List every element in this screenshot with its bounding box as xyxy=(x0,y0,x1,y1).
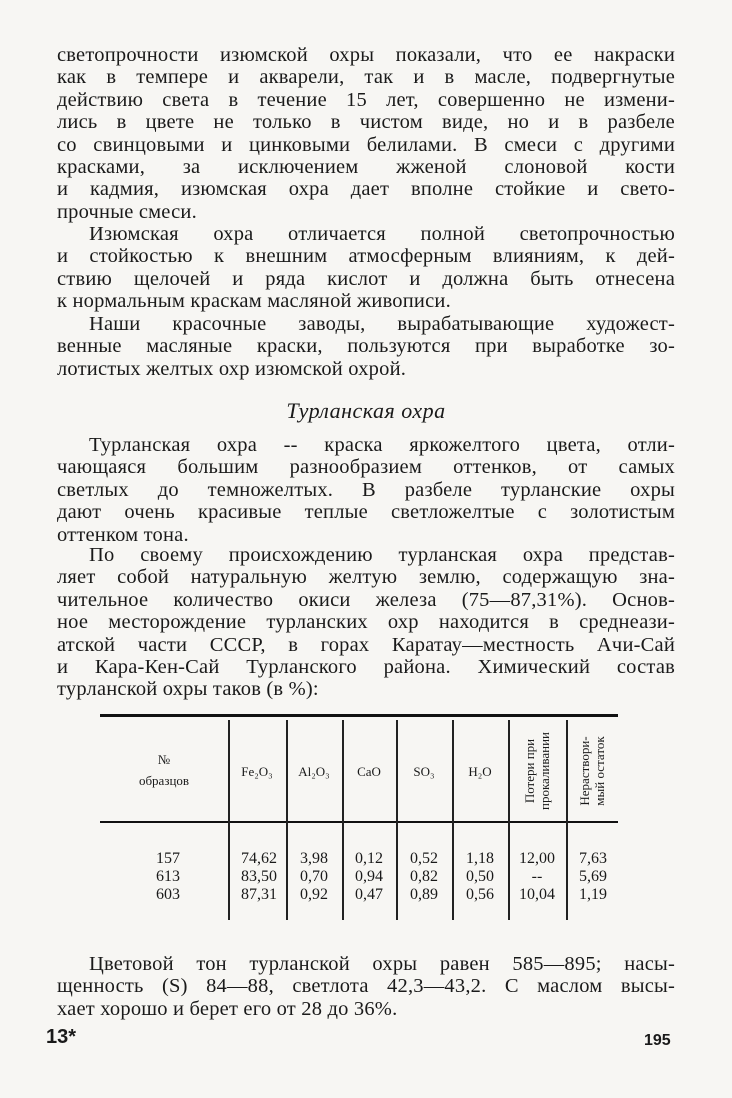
text-line: лись в цвете не только в чистом виде, но и в разбеле xyxy=(57,111,675,134)
text-line: щенность (S) 84—88, светлота 42,3—43,2. С маслом высы- xyxy=(57,975,675,998)
text-line: чительное количество окиси железа (75—87,31%). Основ- xyxy=(57,588,675,611)
text-line: ное месторождение турланских охр находится в среднеази- xyxy=(57,611,675,634)
header-sample-number xyxy=(100,752,228,788)
text-line: ствию щелочей и ряда кислот и должна быть отнесена xyxy=(57,267,675,290)
cell-cao: 0,94 xyxy=(355,868,383,885)
text-line: Цветовой тон турланской охры равен 585—895; насы- xyxy=(89,953,675,975)
text-line: Турланская охра -- краска яркожелтого цвета, отли- xyxy=(89,434,675,456)
text-line: лотистых желтых охр изюмской охрой. xyxy=(57,357,407,380)
cell-fe2o3: 74,62 xyxy=(241,850,277,867)
cell-cao: 0,47 xyxy=(355,886,383,903)
header-so3: SO₃ xyxy=(413,764,435,779)
paragraph-factories xyxy=(57,313,675,380)
cell-al2o3: 0,92 xyxy=(300,886,328,903)
cell-cao: 0,12 xyxy=(355,850,383,867)
cell-so3: 0,89 xyxy=(410,886,438,903)
header-insoluble-residue xyxy=(577,721,607,821)
paragraph-turlan-origin xyxy=(57,544,675,701)
text-line: прочные смеси. xyxy=(57,200,197,223)
header-no-label: образцов xyxy=(138,773,190,788)
text-line: венные масляные краски, пользуются при выработке зо- xyxy=(57,335,675,358)
text-line: Изюмская охра отличается полной светопрочностью xyxy=(89,223,675,245)
header-al2o3: Al₂O₃ xyxy=(298,764,330,779)
table-header-rule xyxy=(100,821,618,823)
text-line: ляет собой натуральную желтую землю, содержащую зна- xyxy=(57,566,675,589)
column-divider xyxy=(228,720,230,920)
text-line: и кадмия, изюмская охра дает вполне стойкие и свето- xyxy=(57,178,675,201)
header-loss-line1: Потери при xyxy=(522,738,537,804)
header-loss-line2: прокаливании xyxy=(537,732,552,811)
text-line: По своему происхождению турланская охра представ- xyxy=(89,544,675,566)
text-line: светлых до темножелтых. В разбеле турланские охры xyxy=(57,478,675,501)
cell-sample-no: 157 xyxy=(156,850,180,867)
cell-al2o3: 3,98 xyxy=(300,850,328,867)
chemical-composition-table xyxy=(100,714,618,922)
paragraph-color-tone xyxy=(57,953,675,1020)
header-h2o: H₂O xyxy=(468,764,492,779)
text-line: красками, за исключением жженой слоновой кости xyxy=(57,156,675,179)
cell-h2o: 1,18 xyxy=(466,850,494,867)
table-top-rule xyxy=(100,714,618,717)
cell-so3: 0,82 xyxy=(410,868,438,885)
header-insol-line1: Нераствори- xyxy=(577,736,592,806)
header-loss-on-ignition xyxy=(522,721,552,821)
page-number: 195 xyxy=(644,1032,671,1049)
cell-so3: 0,52 xyxy=(410,850,438,867)
cell-h2o: 0,50 xyxy=(466,868,494,885)
text-line: атской части СССР, в горах Каратау—местность Ачи-Сай xyxy=(57,633,675,656)
text-line: Наши красочные заводы, вырабатывающие художест- xyxy=(89,313,675,335)
section-heading: Турланская охра xyxy=(286,398,446,423)
cell-insol: 5,69 xyxy=(579,868,607,885)
cell-fe2o3: 83,50 xyxy=(241,868,277,885)
paragraph-light-fastness xyxy=(57,44,675,223)
header-no-symbol: № xyxy=(157,752,171,767)
text-line: дают очень красивые теплые светложелтые с золотистым xyxy=(57,501,675,524)
cell-insol: 1,19 xyxy=(579,886,607,903)
header-fe2o3: Fe₂O₃ xyxy=(241,764,273,779)
text-line: и Кара-Кен-Сай Турланского района. Химический состав xyxy=(57,656,675,679)
cell-h2o: 0,56 xyxy=(466,886,494,903)
paragraph-turlan-description xyxy=(57,434,675,546)
text-line: со свинцовыми и цинковыми белилами. В смеси с другими xyxy=(57,133,675,156)
signature-mark: 13* xyxy=(46,1026,77,1048)
header-cao: CaO xyxy=(357,764,381,779)
cell-sample-no: 603 xyxy=(156,886,180,903)
paragraph-izyum-stability xyxy=(57,223,675,313)
text-line: турланской охры таков (в %): xyxy=(57,678,319,701)
cell-loss: 12,00 xyxy=(519,850,555,867)
header-insol-line2: мый остаток xyxy=(592,736,607,806)
cell-fe2o3: 87,31 xyxy=(241,886,277,903)
cell-loss: 10,04 xyxy=(519,886,555,903)
text-line: хает хорошо и берет его от 28 до 36%. xyxy=(57,997,398,1020)
text-line: оттенком тона. xyxy=(57,523,189,546)
text-line: как в темпере и акварели, так и в масле, подвергнутые xyxy=(57,66,675,89)
text-line: светопрочности изюмской охры показали, что ее накраски xyxy=(57,44,675,66)
cell-insol: 7,63 xyxy=(579,850,607,867)
cell-al2o3: 0,70 xyxy=(300,868,328,885)
text-line: и стойкостью к внешним атмосферным влияниям, к дей- xyxy=(57,245,675,268)
cell-sample-no: 613 xyxy=(156,868,180,885)
text-line: чающаяся большим разнообразием оттенков, от самых xyxy=(57,456,675,479)
text-line: действию света в течение 15 лет, совершенно не измени- xyxy=(57,88,675,111)
cell-loss: -- xyxy=(531,868,543,885)
text-line: к нормальным краскам масляной живописи. xyxy=(57,290,451,313)
